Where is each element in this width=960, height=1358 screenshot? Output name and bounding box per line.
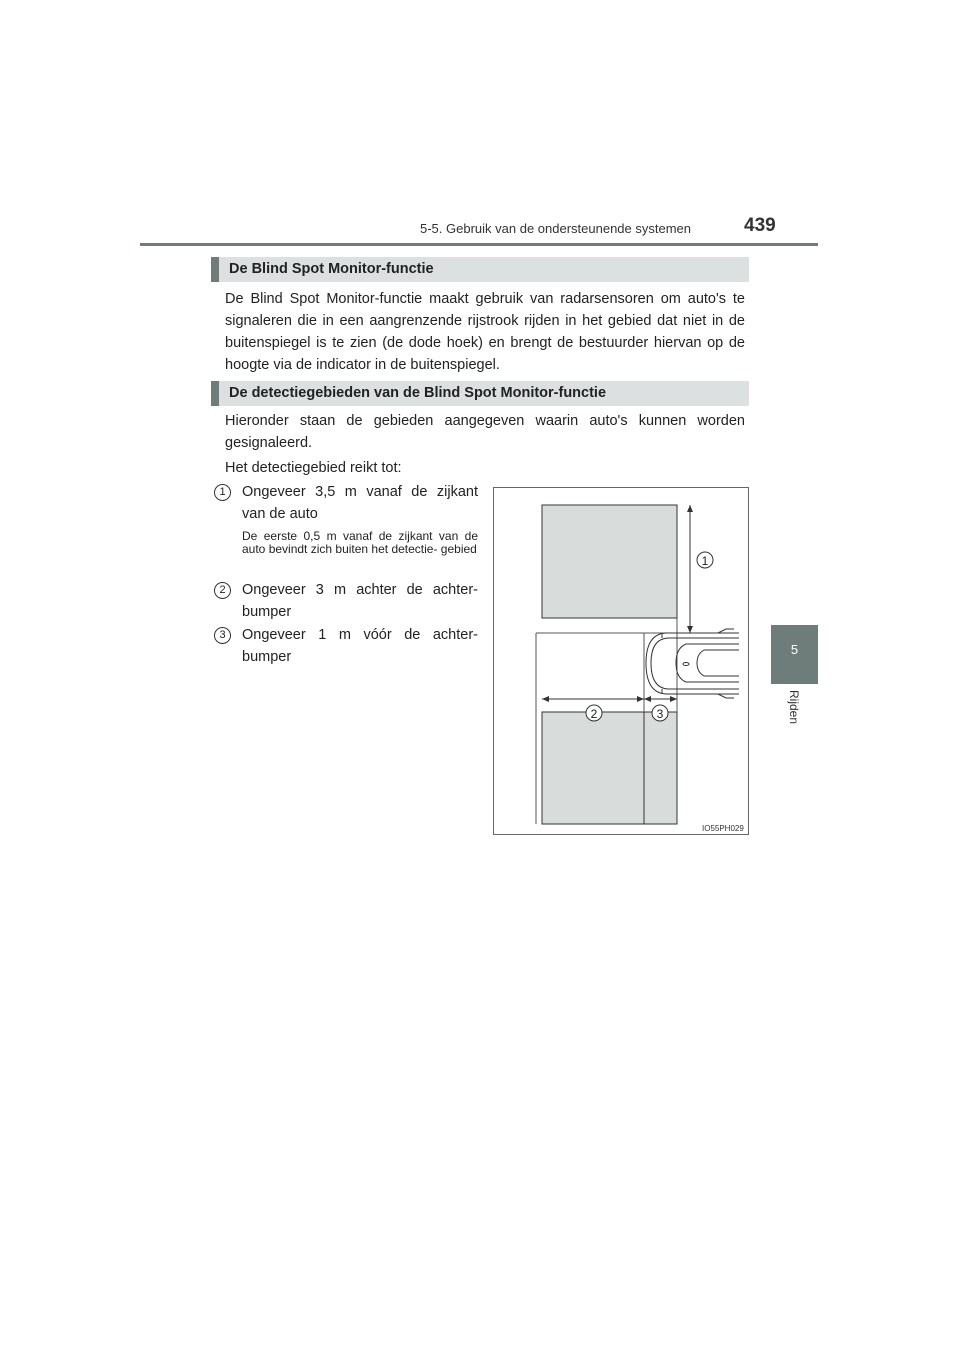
svg-text:2: 2 xyxy=(590,707,598,721)
detection-area-diagram xyxy=(493,487,749,835)
item-text-1: Ongeveer 3,5 m vanaf de zijkant van de auto xyxy=(242,484,478,522)
arrow-head xyxy=(670,696,677,702)
svg-text:3: 3 xyxy=(656,707,664,721)
arrow-head xyxy=(687,626,693,633)
item-text-3: Ongeveer 1 m vóór de achter- bumper xyxy=(242,627,478,665)
header-rule xyxy=(140,243,818,246)
diagram-svg xyxy=(494,488,750,836)
section-heading-text: De Blind Spot Monitor-functie xyxy=(229,261,434,277)
rear-detection-zone xyxy=(542,712,677,824)
figure-code: IO55PH029 xyxy=(702,824,744,833)
section-body-detection-areas: Hieronder staan de gebieden aangegeven waarin auto's kunnen worden gesignaleerd. xyxy=(225,413,745,451)
callout-1 xyxy=(697,552,713,568)
arrow-head xyxy=(644,696,651,702)
car-outline xyxy=(646,629,739,698)
arrow-head xyxy=(687,505,693,512)
header-section-title: 5-5. Gebruik van de ondersteunende systemen xyxy=(420,221,692,236)
item-note-1: De eerste 0,5 m vanaf de zijkant van de auto bevindt zich buiten het detectie- gebied xyxy=(242,529,478,556)
item-number-1: 1 xyxy=(214,484,231,501)
section-heading-detection-areas xyxy=(211,381,749,406)
detection-intro: Het detectiegebied reikt tot: xyxy=(225,460,402,476)
callout-2 xyxy=(586,705,602,721)
svg-text:1: 1 xyxy=(701,554,709,568)
chapter-label xyxy=(785,690,805,740)
chapter-tab[interactable]: 5 xyxy=(771,625,818,684)
section-heading-text: De detectiegebieden van de Blind Spot Monitor-functie xyxy=(229,385,607,401)
page-number: 439 xyxy=(744,215,776,236)
item-text-2: Ongeveer 3 m achter de achter- bumper xyxy=(242,582,478,620)
callout-3 xyxy=(652,705,668,721)
arrow-head xyxy=(637,696,644,702)
section-heading-blind-spot xyxy=(211,257,749,282)
item-number-3: 3 xyxy=(214,627,231,644)
chapter-label-text: Rijden xyxy=(787,690,801,725)
section-body-blind-spot: De Blind Spot Monitor-functie maakt gebruik van radarsensoren om auto's te signaleren die in een aangrenzende rijstrook rijden in het gebied dat niet in de buitenspiegel is te zien (de dode hoek) en brengt de bestuurder hiervan op de hoogte via de indicator in de buitenspiegel. xyxy=(225,291,745,373)
arrow-head xyxy=(542,696,549,702)
side-detection-zone xyxy=(542,505,677,618)
item-number-2: 2 xyxy=(214,582,231,599)
